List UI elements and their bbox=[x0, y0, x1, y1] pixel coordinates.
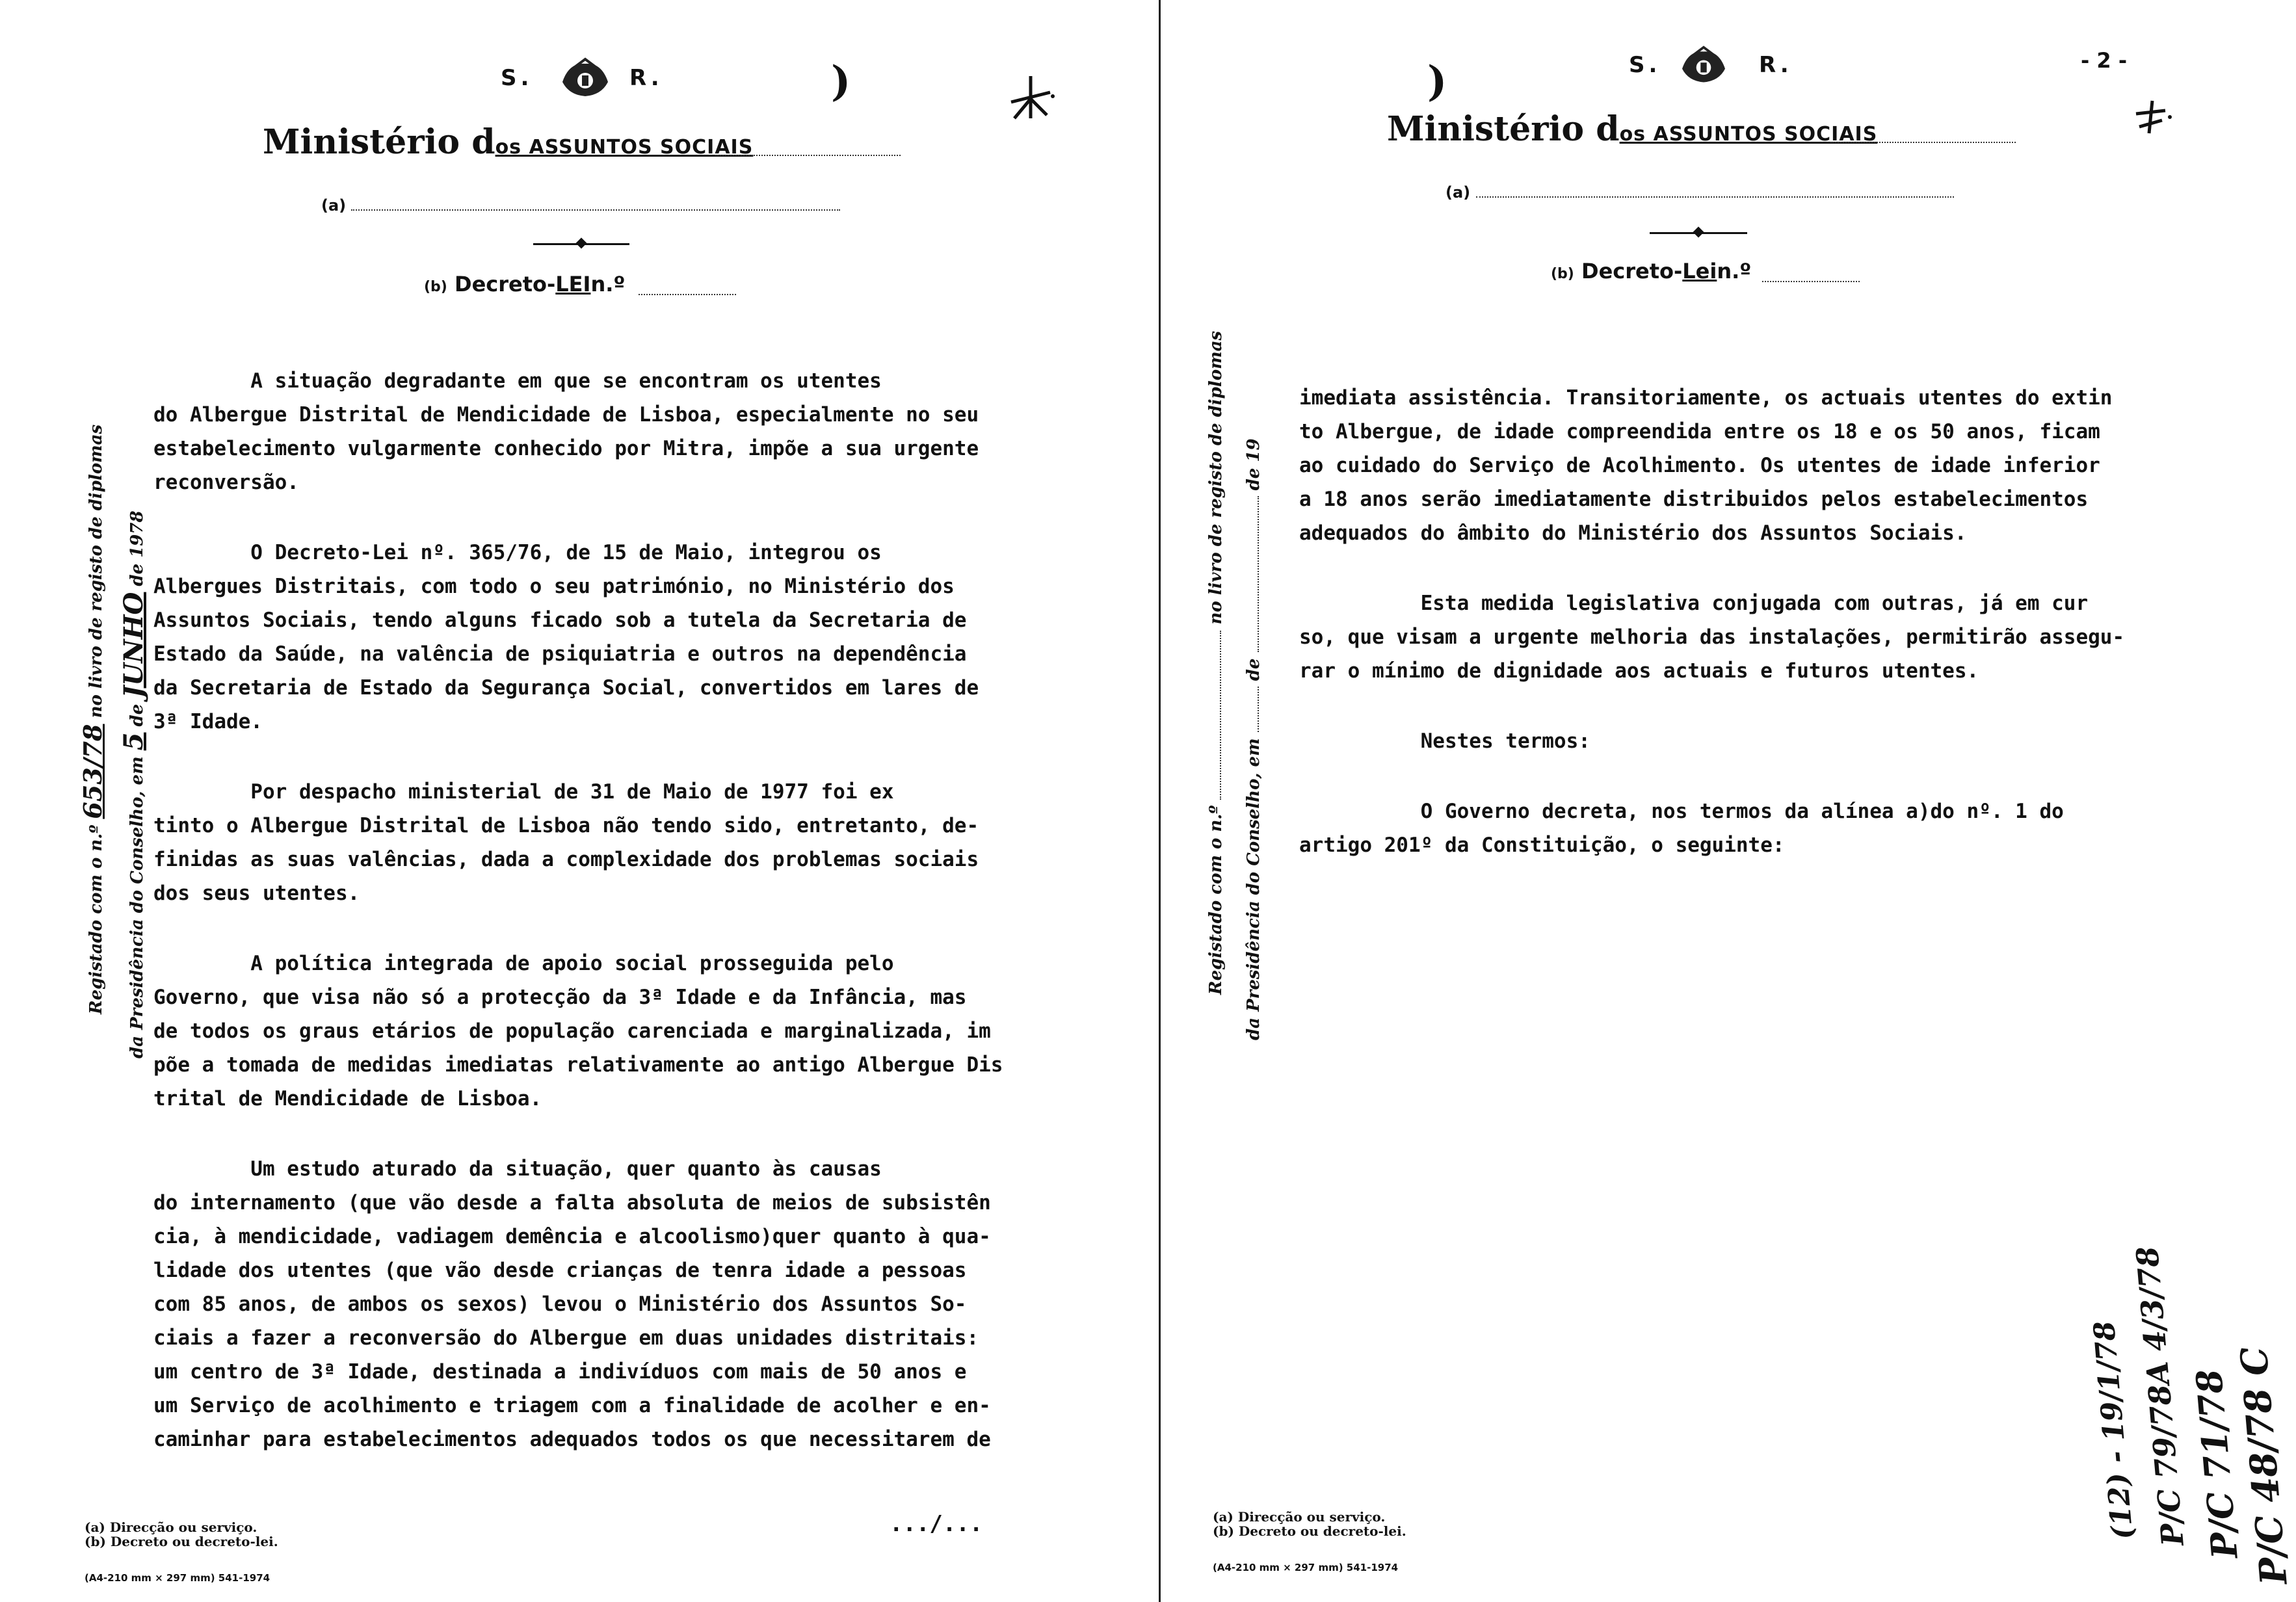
body-line: ciais a fazer a reconversão do Albergue em duas unidades distritais: bbox=[153, 1326, 979, 1350]
ministry-department: os ASSUNTOS SOCIAIS bbox=[1619, 123, 1878, 146]
sr-left-letter: S. bbox=[501, 65, 533, 91]
register-month-handwritten: JUNHO bbox=[118, 592, 149, 698]
page-number: - 2 - bbox=[2081, 48, 2128, 73]
body-line: rar o mínimo de dignidade aos actuais e futuros utentes. bbox=[1299, 659, 1979, 683]
left-body-text bbox=[153, 364, 1142, 1456]
field-b-marker: (b) bbox=[1551, 266, 1574, 282]
ornament-divider bbox=[533, 243, 629, 245]
footnote-b: (b) Decreto ou decreto-lei. bbox=[85, 1534, 278, 1549]
handwritten-note-2: P/C 71/78 bbox=[2187, 1367, 2246, 1560]
asterisk-mark-icon bbox=[1005, 73, 1057, 125]
body-line: artigo 201º da Constituição, o seguinte: bbox=[1299, 834, 1785, 857]
paragraph-gap bbox=[153, 499, 1142, 536]
paragraph-gap bbox=[153, 739, 1142, 775]
paragraph-gap bbox=[1299, 550, 2262, 586]
body-line: Governo, que visa não só a protecção da 3ª Idade e da Infância, mas bbox=[153, 986, 967, 1009]
footnote-b: (b) Decreto ou decreto-lei. bbox=[1213, 1523, 1406, 1539]
coat-of-arms-icon bbox=[556, 56, 614, 101]
paragraph-gap bbox=[153, 1116, 1142, 1152]
coat-of-arms-icon bbox=[1676, 44, 1732, 87]
field-a-marker: (a) bbox=[1445, 183, 1471, 202]
body-line: um Serviço de acolhimento e triagem com a finalidade de acolher e en- bbox=[153, 1394, 991, 1417]
decree-number-line bbox=[1762, 281, 1860, 282]
register-number-handwritten: 653/78 bbox=[78, 724, 107, 819]
handwritten-parenthesis: ) bbox=[1427, 57, 1447, 106]
decree-heading bbox=[424, 272, 625, 296]
body-line: cia, à mendicidade, vadiagem demência e alcoolismo)quer quanto à qua- bbox=[153, 1225, 991, 1248]
decree-number-label: n.º bbox=[1717, 259, 1752, 283]
body-line: com 85 anos, de ambos os sexos) levou o Ministério dos Assuntos So- bbox=[153, 1293, 967, 1316]
decree-number-line bbox=[639, 294, 736, 295]
decree-type: LEI bbox=[555, 272, 591, 296]
body-line: a 18 anos serão imediatamente distribuidos pelos estabelecimentos bbox=[1299, 488, 2089, 511]
ministry-heading bbox=[1387, 109, 1877, 149]
decree-number-label: n.º bbox=[590, 272, 626, 296]
decree-label: Decreto- bbox=[1581, 259, 1683, 283]
decree-label: Decreto- bbox=[455, 272, 556, 296]
body-line: Por despacho ministerial de 31 de Maio de 1977 foi ex bbox=[153, 780, 894, 804]
body-line: põe a tomada de medidas imediatas relativamente ao antigo Albergue Dis bbox=[153, 1053, 1003, 1077]
ministry-department: os ASSUNTOS SOCIAIS bbox=[495, 136, 754, 159]
handwritten-parenthesis: ) bbox=[831, 57, 851, 106]
ornament-divider bbox=[1650, 232, 1747, 234]
body-line: estabelecimento vulgarmente conhecido por Mitra, impõe a sua urgente bbox=[153, 437, 979, 460]
register-margin-line1: Registado com o n.º 653/78 no livro de registo de diplomas bbox=[78, 424, 107, 1014]
body-line: dos seus utentes. bbox=[153, 882, 360, 905]
body-line: A situação degradante em que se encontram os utentes bbox=[153, 369, 882, 393]
asterisk-mark-icon bbox=[2130, 98, 2175, 137]
handwritten-note-1: P/C 48/78 C bbox=[2232, 1345, 2296, 1586]
body-line: Estado da Saúde, na valência de psiquiatria e outros na dependência bbox=[153, 642, 967, 666]
body-line: da Secretaria de Estado da Segurança Social, convertidos em lares de bbox=[153, 676, 979, 700]
ministry-label: Ministério d bbox=[263, 122, 495, 162]
field-a-marker: (a) bbox=[321, 196, 347, 215]
body-line: reconversão. bbox=[153, 471, 299, 494]
right-body-text bbox=[1299, 381, 2262, 862]
sr-right-letter: R. bbox=[1759, 52, 1793, 78]
body-line: lidade dos utentes (que vão desde crianças de tenra idade a pessoas bbox=[153, 1259, 967, 1282]
body-line: tinto o Albergue Distrital de Lisboa não tendo sido, entretanto, de- bbox=[153, 814, 979, 837]
register-margin-line1: Registado com o n.º no livro de registo de diplomas bbox=[1206, 330, 1226, 995]
body-line: Um estudo aturado da situação, quer quanto às causas bbox=[153, 1157, 882, 1181]
body-line: do internamento (que vão desde a falta absoluta de meios de subsistên bbox=[153, 1191, 991, 1215]
register-margin-line2: da Presidência do Conselho, em de de 19 bbox=[1244, 438, 1263, 1040]
ministry-underline bbox=[1830, 142, 2016, 143]
body-line: O Governo decreta, nos termos da alínea a)do nº. 1 do bbox=[1299, 800, 2064, 823]
body-line: imediata assistência. Transitoriamente, os actuais utentes do extin bbox=[1299, 386, 2113, 410]
body-line: do Albergue Distrital de Mendicidade de Lisboa, especialmente no seu bbox=[153, 403, 979, 427]
right-page bbox=[1161, 0, 2296, 1602]
decree-heading bbox=[1551, 259, 1751, 283]
body-line: trital de Mendicidade de Lisboa. bbox=[153, 1087, 542, 1110]
body-line: to Albergue, de idade compreendida entre os 18 e os 50 anos, ficam bbox=[1299, 420, 2100, 443]
body-line: Nestes termos: bbox=[1299, 729, 1590, 753]
register-day-handwritten: 5 bbox=[118, 732, 149, 751]
body-line: Esta medida legislativa conjugada com outras, já em cur bbox=[1299, 592, 2089, 615]
decree-type: Lei bbox=[1682, 259, 1717, 283]
paragraph-gap bbox=[153, 910, 1142, 947]
body-line: caminhar para estabelecimentos adequados todos os que necessitarem de bbox=[153, 1428, 991, 1451]
field-a-line bbox=[351, 209, 840, 211]
field-a-line bbox=[1476, 196, 1954, 198]
body-line: finidas as suas valências, dada a complexidade dos problemas sociais bbox=[153, 848, 979, 871]
sr-left-letter: S. bbox=[1629, 52, 1661, 78]
body-line: Assuntos Sociais, tendo alguns ficado sob a tutela da Secretaria de bbox=[153, 609, 967, 632]
continuation-mark: .../... bbox=[890, 1511, 983, 1537]
ministry-underline bbox=[715, 155, 901, 156]
footnote-a: (a) Direcção ou serviço. bbox=[85, 1519, 257, 1535]
handwritten-note-3: P/C 79/78A 4/3/78 bbox=[2129, 1244, 2191, 1547]
paper-format-note: (A4-210 mm × 297 mm) 541-1974 bbox=[85, 1572, 271, 1584]
body-line: de todos os graus etários de população carenciada e marginalizada, im bbox=[153, 1019, 991, 1043]
register-margin-line2: da Presidência do Conselho, em 5 de JUNHO de 1978 bbox=[118, 510, 149, 1058]
field-b-marker: (b) bbox=[424, 279, 447, 295]
body-line: ao cuidado do Serviço de Acolhimento. Os utentes de idade inferior bbox=[1299, 454, 2100, 477]
footnote-a: (a) Direcção ou serviço. bbox=[1213, 1509, 1386, 1525]
body-line: adequados do âmbito do Ministério dos Assuntos Sociais. bbox=[1299, 521, 1967, 545]
body-line: A política integrada de apoio social prosseguida pelo bbox=[153, 952, 894, 975]
body-line: um centro de 3ª Idade, destinada a indivíduos com mais de 50 anos e bbox=[153, 1360, 967, 1384]
paragraph-gap bbox=[1299, 688, 2262, 724]
body-line: Albergues Distritais, com todo o seu património, no Ministério dos bbox=[153, 575, 955, 598]
body-line: so, que visam a urgente melhoria das instalações, permitirão assegu- bbox=[1299, 625, 2125, 649]
paper-format-note: (A4-210 mm × 297 mm) 541-1974 bbox=[1213, 1562, 1399, 1573]
ministry-heading bbox=[263, 122, 753, 162]
ministry-label: Ministério d bbox=[1387, 109, 1620, 149]
sr-right-letter: R. bbox=[629, 65, 663, 91]
body-line: O Decreto-Lei nº. 365/76, de 15 de Maio, integrou os bbox=[153, 541, 882, 564]
handwritten-note-4: (12) - 19/1/78 bbox=[2087, 1319, 2140, 1541]
body-line: 3ª Idade. bbox=[153, 710, 263, 733]
paragraph-gap bbox=[1299, 758, 2262, 794]
